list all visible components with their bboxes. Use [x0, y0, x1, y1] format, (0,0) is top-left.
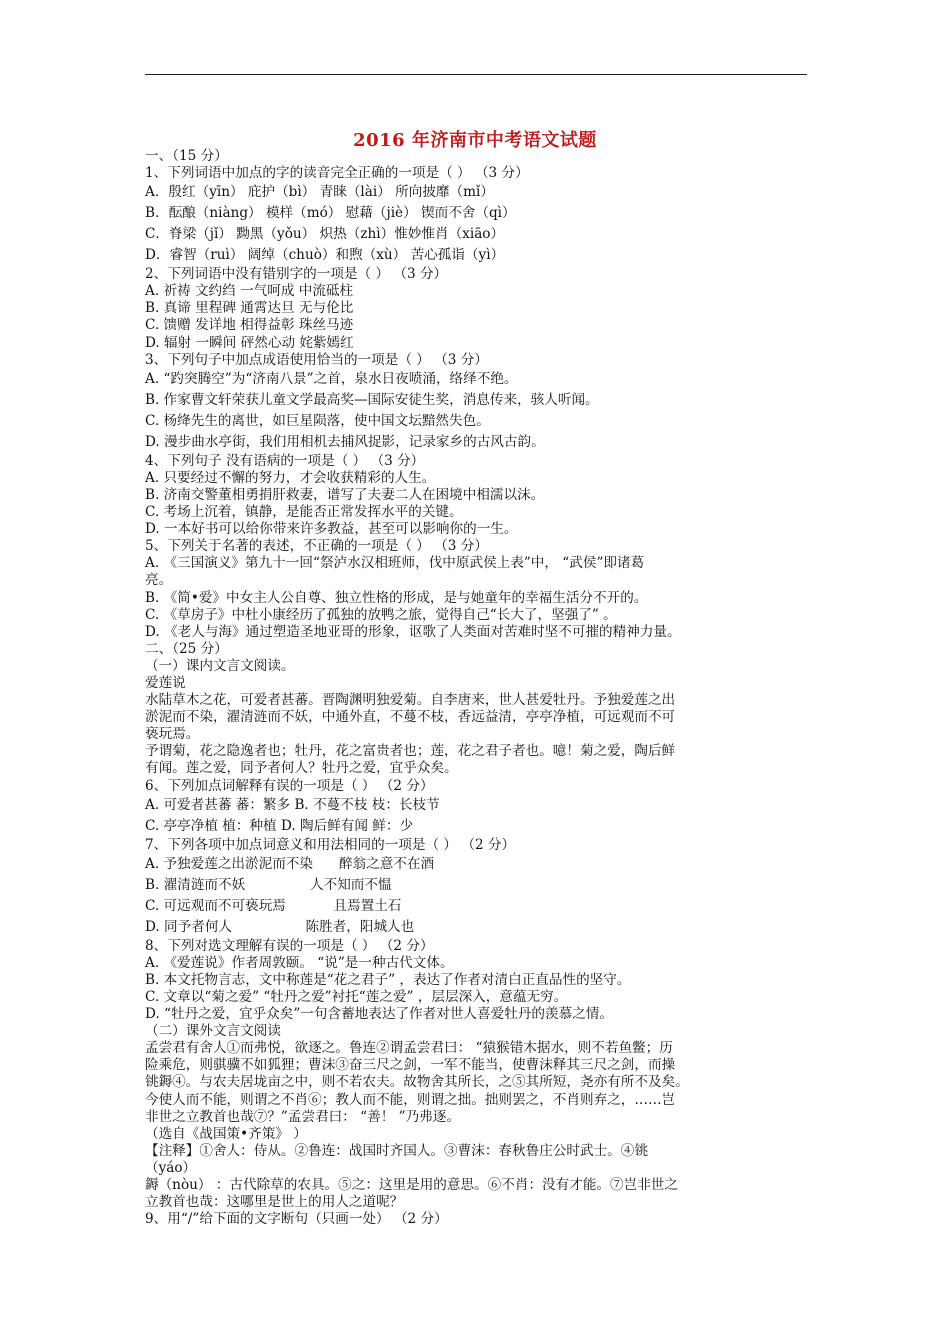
text-line: 9、用“/”给下面的文字断句（只画一处） （2 分）	[145, 1211, 448, 1228]
text-line: 铫鎒④。与农夫居垅亩之中，则不若农夫。故物舍其所长，之⑤其所短，尧亦有所不及矣。	[145, 1074, 689, 1091]
text-line: 亵玩焉。	[145, 726, 200, 743]
text-line: 4、下列句子 没有语病的一项是（ ） （3 分）	[145, 452, 425, 469]
text-line: 水陆草木之花，可爱者甚蕃。晋陶渊明独爱菊。自李唐来，世人甚爱牡丹。予独爱莲之出	[145, 692, 676, 709]
text-line: 淤泥而不染，濯清涟而不妖，中通外直，不蔓不枝，香远益清，亭亭净植，可远观而不可	[145, 709, 676, 726]
text-line: 险乘危，则骐骥不如狐狸；曹沫③奋三尺之剑，一军不能当，使曹沫释其三尺之剑，而操	[145, 1057, 676, 1074]
text-line: 【注释】①舍人：侍从。②鲁连：战国时齐国人。③曹沫：春秋鲁庄公时武士。④铫	[145, 1142, 648, 1159]
text-line: 有闻。莲之爱，同予者何人？牡丹之爱，宜乎众矣。	[145, 760, 458, 777]
text-line: C. 文章以“菊之爱” “牡丹之爱”衬托“莲之爱” ，层层深入，意蕴无穷。	[145, 989, 568, 1005]
text-line: A. 可爱者甚蕃 蕃：繁多 B. 不蔓不枝 枝：长枝节	[145, 796, 440, 813]
text-line: 立教首也哉：这哪里是世上的用人之道呢？	[145, 1194, 404, 1211]
text-line: A. 祈祷 文约绉 一气呵成 中流砥柱	[145, 283, 354, 300]
text-line: A. 只要经过不懈的努力，才会收获精彩的人生。	[145, 469, 436, 486]
text-line: 孟尝君有舍人①而弗悦，欲逐之。鲁连②谓孟尝君曰： “猿猴错木据水，则不若鱼鳖；历	[145, 1040, 673, 1057]
text-line: 爱莲说	[145, 674, 186, 691]
text-line: D．睿智（ruì） 阔绰（chuò）和煦（xù） 苦心孤诣（yì）	[145, 247, 505, 264]
text-line: 亮。	[145, 572, 173, 589]
text-line: B. 济南交警董相勇捐肝救妻，谱写了夫妻二人在困境中相濡以沫。	[145, 486, 545, 503]
text-line: D. 辐射 一瞬间 砰然心动 姹紫嫣红	[145, 334, 354, 351]
text-line: 7、下列各项中加点词意义和用法相同的一项是（ ） （2 分）	[145, 836, 516, 853]
text-line: B. 濯清涟而不妖 人不知而不愠	[145, 876, 392, 893]
header-rule	[145, 74, 807, 75]
text-line: 5、下列关于名著的表述，不正确的一项是（ ） （3 分）	[145, 538, 488, 555]
page-title: 2016 年济南市中考语文试题	[353, 130, 597, 151]
text-line: A. 予独爱莲之出淤泥而不染 醉翁之意不在酒	[145, 855, 435, 872]
text-line: 6、下列加点词解释有误的一项是（ ） （2 分）	[145, 777, 434, 794]
text-line: A. 《爱莲说》作者周敦颐。 “说”是一种古代文体。	[145, 954, 454, 971]
text-line: 予谓菊，花之隐逸者也；牡丹，花之富贵者也；莲，花之君子者也。噫！菊之爱，陶后鲜	[145, 743, 676, 760]
text-line: 二、（25 分）	[145, 640, 228, 657]
text-line: D. 一本好书可以给你带来许多教益，甚至可以影响你的一生。	[145, 521, 518, 538]
text-line: （yáo）	[145, 1159, 197, 1176]
text-line: C. 考场上沉着，镇静，是能否正常发挥水平的关键。	[145, 504, 463, 521]
text-line: A. 《三国演义》第九十一回“祭泸水汉相班师，伐中原武侯上表”中， “武侯”即诸葛	[145, 555, 645, 572]
text-line: 3、下列句子中加点成语使用恰当的一项是（ ） （3 分）	[145, 351, 488, 368]
document-body	[145, 148, 815, 1228]
text-line: 非世之立教首也哉⑦？”孟尝君曰： “善！ ”乃弗逐。	[145, 1108, 460, 1125]
text-line: B. 作家曹文轩荣获儿童文学最高奖—国际安徒生奖，消息传来，骇人听闻。	[145, 391, 599, 408]
text-line: 2、下列词语中没有错别字的一项是（ ） （3 分）	[145, 266, 448, 283]
text-line: B. 真谛 里程碑 通霄达旦 无与伦比	[145, 300, 354, 317]
text-line: C. 《草房子》中杜小康经历了孤独的放鸭之旅，觉得自己“长大了，坚强了” 。	[145, 606, 617, 623]
text-line: 鎒（nòu） ：古代除草的农具。⑤之：这里是用的意思。⑥不肖：没有才能。⑦岂非世之	[145, 1177, 678, 1194]
text-line: B. 本文托物言志，文中称莲是“花之君子” ，表达了作者对清白正直品性的坚守。	[145, 971, 631, 988]
text-line: D. 漫步曲水亭街，我们用相机去捕风捉影，记录家乡的古风古韵。	[145, 433, 545, 450]
text-line: D. 《老人与海》通过塑造圣地亚哥的形象，讴歌了人类面对苦难时坚不可摧的精神力量。	[145, 623, 681, 640]
text-line: D. “牡丹之爱，宜乎众矣”一句含蓄地表达了作者对世人喜爱牡丹的羡慕之情。	[145, 1006, 613, 1023]
text-line: D. 同予者何人 陈胜者，阳城人也	[145, 918, 415, 935]
text-line: C. 亭亭净植 植：种植 D. 陶后鲜有闻 鲜：少	[145, 817, 414, 834]
text-line: 8、下列对选文理解有误的一项是（ ） （2 分）	[145, 937, 434, 954]
text-line: 一、（15 分）	[145, 148, 228, 164]
text-line: 1、下列词语中加点的字的读音完全正确的一项是（ ） （3 分）	[145, 165, 529, 182]
text-line: 今使人而不能，则谓之不肖⑥；教人而不能，则谓之拙。拙则罢之，不肖则弃之，……岂	[145, 1091, 676, 1108]
text-line: C. 馈赠 发详地 相得益彰 珠丝马迹	[145, 317, 354, 334]
text-line: B．酝酿（niàng） 模样（mó） 慰藉（jiè） 锲而不舍（qì）	[145, 205, 516, 222]
text-line: A. “趵突腾空”为“济南八景”之首，泉水日夜喷涌，络绎不绝。	[145, 370, 518, 387]
text-line: （二）课外文言文阅读	[145, 1023, 281, 1040]
text-line: C. 可远观而不可亵玩焉 且焉置土石	[145, 897, 402, 914]
text-line: B. 《简•爱》中女主人公自尊、独立性格的形成，是与她童年的幸福生活分不开的。	[145, 589, 648, 606]
text-line: A．殷红（yīn） 庇护（bì） 青睐（lài） 所向披靡（mǐ）	[145, 184, 494, 201]
text-line: C．脊梁（jǐ） 黝黑（yǒu） 炽热（zhì）惟妙惟肖（xiāo）	[145, 226, 505, 243]
text-line: （选自《战国策•齐策》 ）	[145, 1125, 307, 1142]
text-line: （一）课内文言文阅读。	[145, 657, 295, 674]
text-line: C. 杨绛先生的离世，如巨星陨落，使中国文坛黯然失色。	[145, 412, 490, 429]
